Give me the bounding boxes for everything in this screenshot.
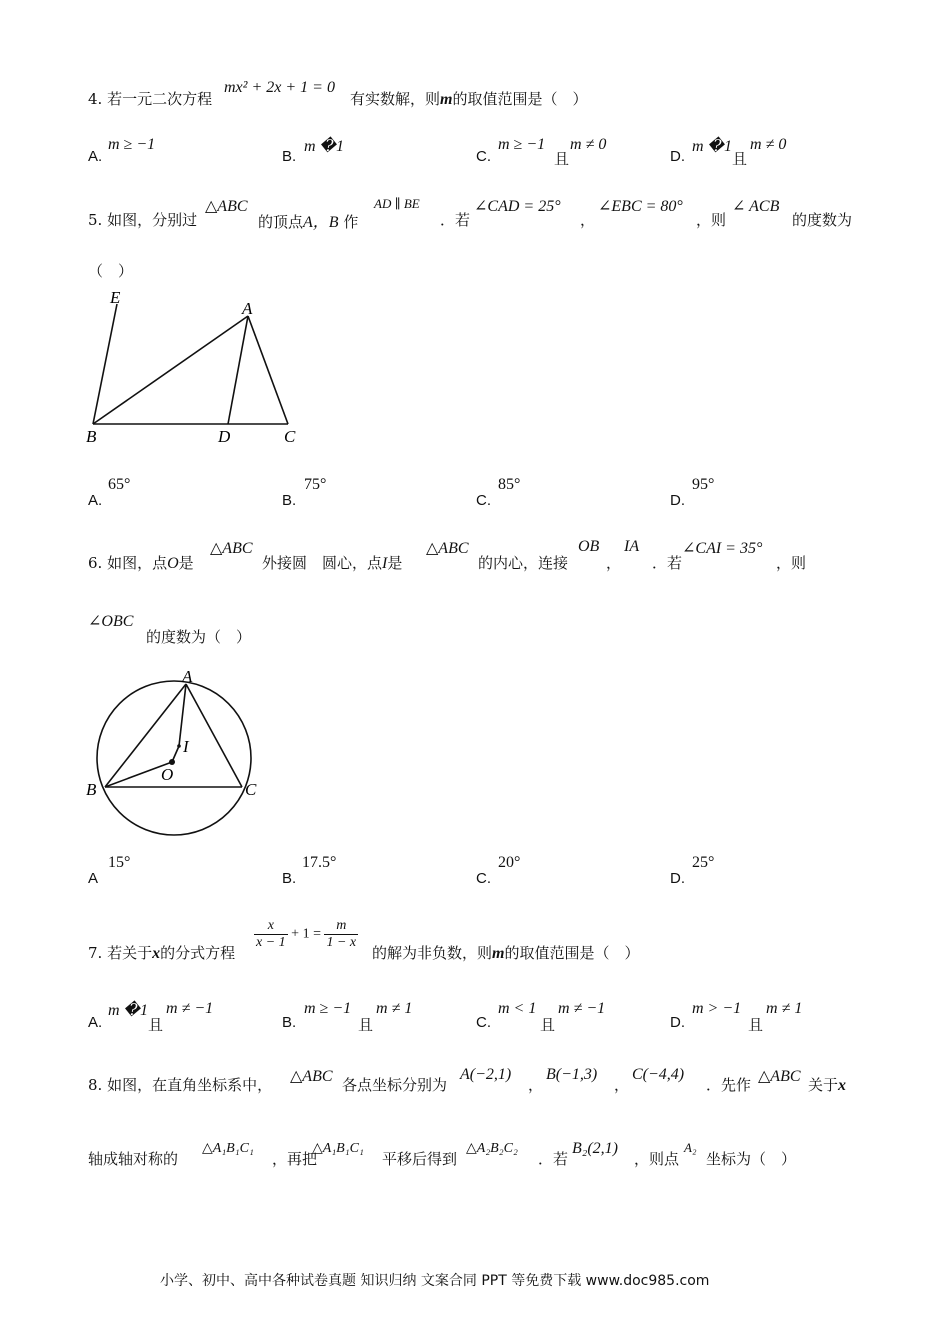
q4-text-b: 有实数解，则 — [350, 90, 441, 108]
q8-tri-a2: △A₂B₂C₂ — [466, 1141, 518, 1156]
q7-option-d-and: 且 — [748, 1016, 764, 1034]
q8-line2-d: ．若 — [538, 1150, 569, 1168]
q8-text-b: 各点坐标分别为 — [342, 1076, 448, 1094]
q7-plus: + 1 = — [291, 926, 321, 942]
q5-points: A，B — [303, 214, 339, 231]
q6-label-a: A — [182, 667, 193, 686]
q5-figure — [80, 286, 320, 448]
q7-stem-a — [88, 942, 235, 963]
q4-option-c-and: 且 — [554, 150, 570, 168]
q6-label-c: C — [245, 780, 257, 799]
q6-figure — [82, 666, 272, 842]
q6-option-d-value: 25° — [692, 854, 715, 871]
q6-option-c-value: 20° — [498, 854, 521, 871]
q4-option-c-math2: m ≠ 0 — [570, 136, 607, 153]
q8-x: x — [838, 1077, 847, 1094]
q4-option-c-math: m ≥ −1 — [498, 136, 546, 153]
q7-text-a: 若关于 — [107, 944, 153, 962]
q4-option-a-math: m ≥ −1 — [108, 136, 156, 153]
q5-option-a-value: 65° — [108, 476, 131, 493]
q8-point-a2: A₂ — [684, 1140, 697, 1155]
q8-comma1: ， — [528, 1076, 544, 1094]
q8-line2-f: 坐标为（ ） — [706, 1150, 797, 1168]
q7-option-c-letter[interactable]: C. — [476, 1014, 491, 1031]
q4-text-a: 若一元二次方程 — [107, 90, 213, 108]
q5-option-c-value: 85° — [498, 476, 521, 493]
q7-option-c-math: m < 1 — [498, 1000, 537, 1017]
q5-line-ba — [93, 316, 248, 424]
q6-angle-obc: ∠OBC — [88, 613, 134, 630]
q5-stem-b — [258, 209, 358, 232]
q5-text-f: 的度数为 — [792, 211, 853, 229]
q8-tri: △ABC — [290, 1068, 333, 1085]
q5-number: 5. — [88, 211, 103, 229]
q5-line-ac — [248, 316, 288, 424]
q6-comma: ， — [606, 554, 622, 572]
q4-var: m — [440, 91, 453, 108]
q4-stem — [88, 88, 212, 109]
q7-option-a-math2: m ≠ −1 — [166, 1000, 214, 1017]
q5-triangle: △ABC — [205, 198, 248, 215]
q6-label-i: I — [183, 737, 189, 756]
q4-option-d-math2: m ≠ 0 — [750, 136, 787, 153]
q6-option-b-value: 17.5° — [302, 854, 337, 871]
q7-option-b-math2: m ≠ 1 — [376, 1000, 413, 1017]
q8-line2-e: ，则点 — [634, 1150, 680, 1168]
q6-text-b: 是 — [178, 554, 194, 572]
q8-point-b: B(−1,3) — [546, 1066, 598, 1083]
q8-point-a: A(−2,1) — [460, 1066, 512, 1083]
q6-text-c: 外接圆 圆心，点 — [262, 554, 383, 572]
q5-label-d: D — [218, 427, 231, 446]
q5-line-be — [93, 304, 117, 424]
q7-option-a-letter[interactable]: A. — [88, 1014, 103, 1031]
q5-paren: （ ） — [88, 262, 134, 280]
q5-label-e: E — [110, 288, 121, 307]
q7-option-c-math2: m ≠ −1 — [558, 1000, 606, 1017]
q4-option-b-letter[interactable]: B. — [282, 148, 297, 165]
q5-option-b-value: 75° — [304, 476, 327, 493]
q5-label-a: A — [242, 299, 253, 318]
q4-option-b-math: m �1 — [304, 138, 344, 155]
page-footer: 小学、初中、高中各种试卷真题 知识归纳 文案合同 PPT 等免费下载 www.doc985.com — [160, 1273, 710, 1289]
q6-ob: OB — [578, 538, 600, 555]
q6-angle: ∠CAI = 35° — [682, 540, 763, 557]
q5-number-text — [88, 209, 197, 230]
q7-option-d-math2: m ≠ 1 — [766, 1000, 803, 1017]
q5-label-b: B — [86, 427, 97, 446]
q8-tri-a1: △A₁B₁C₁ — [202, 1141, 254, 1156]
q5-text-e: ，则 — [696, 211, 727, 229]
q6-number: 6. — [88, 554, 103, 572]
q6-stem-c — [262, 552, 402, 573]
q7-stem-c — [372, 942, 639, 963]
q7-frac1-num: x — [254, 918, 288, 935]
q6-text-d: 是 — [387, 554, 403, 572]
q6-text-a: 如图，点 — [107, 554, 168, 572]
q4-equation: mx² + 2x + 1 = 0 — [224, 79, 335, 96]
q7-x: x — [152, 945, 161, 962]
q5-text-d: ．若 — [440, 211, 471, 229]
q8-point-c: C(−4,4) — [632, 1066, 685, 1083]
q6-text-e: 的内心，连接 — [478, 554, 569, 572]
q5-angle1: ∠CAD = 25° — [474, 198, 561, 215]
q8-text-d: 关于 — [808, 1076, 839, 1094]
q6-text-h: 的度数为（ ） — [146, 628, 252, 646]
q6-line-ac — [186, 684, 242, 787]
q8-tri2: △ABC — [758, 1068, 801, 1085]
q7-option-b-and: 且 — [358, 1016, 374, 1034]
q5-option-a-letter[interactable]: A. — [88, 492, 103, 509]
q5-text-b: 的顶点 — [258, 213, 304, 231]
q7-option-b-letter[interactable]: B. — [282, 1014, 297, 1031]
q5-option-d-letter[interactable]: D. — [670, 492, 685, 509]
q7-option-a-and: 且 — [148, 1016, 164, 1034]
q8-line2-c: 平移后得到 — [382, 1150, 458, 1168]
q6-label-b: B — [86, 780, 97, 799]
q7-option-b-math: m ≥ −1 — [304, 1000, 352, 1017]
q7-frac1-den: x − 1 — [256, 935, 286, 950]
q6-o: O — [167, 555, 179, 572]
q5-line-ad — [228, 316, 248, 424]
q7-fraction-2 — [324, 918, 358, 951]
q5-text-a: 如图，分别过 — [107, 211, 198, 229]
q8-line2-a: 轴成轴对称的 — [88, 1150, 179, 1168]
q8-number: 8. — [88, 1076, 103, 1094]
q8-line2-b: ，再把 — [272, 1150, 318, 1168]
q6-ia: IA — [624, 538, 640, 555]
q5-option-d-value: 95° — [692, 476, 715, 493]
q8-text-c: ．先作 — [706, 1076, 752, 1094]
q7-frac2-num: m — [324, 918, 358, 935]
q7-option-a-math: m �1 — [108, 1002, 148, 1019]
q6-text-g: ，则 — [776, 554, 807, 572]
q4-text-c: 的取值范围是（ ） — [452, 90, 588, 108]
q8-stem-d — [808, 1074, 846, 1095]
q6-i: I — [382, 555, 388, 572]
q4-stem-b — [350, 88, 587, 109]
q7-fraction-1 — [254, 918, 288, 951]
q7-text-b: 的分式方程 — [160, 944, 236, 962]
q5-angle3: ∠ ACB — [732, 198, 780, 215]
q6-label-o: O — [161, 765, 174, 784]
q5-parallel: AD ∥ BE — [374, 196, 420, 211]
q6-point-i — [177, 744, 181, 748]
q4-option-d-letter[interactable]: D. — [670, 148, 685, 165]
q8-comma2: ， — [614, 1076, 630, 1094]
q5-option-b-letter[interactable]: B. — [282, 492, 297, 509]
q4-number: 4. — [88, 90, 103, 108]
q5-text-c: 作 — [343, 213, 359, 231]
q5-label-c: C — [284, 427, 296, 446]
q8-point-b2: B₂(2,1) — [572, 1140, 618, 1157]
q6-text-f: ．若 — [652, 554, 683, 572]
q6-option-d-letter[interactable]: D. — [670, 870, 685, 887]
q7-frac2-den: 1 − x — [326, 935, 357, 950]
q7-text-d: 的取值范围是（ ） — [504, 944, 640, 962]
q4-option-d-and: 且 — [732, 150, 748, 168]
q6-option-a-letter[interactable]: A — [88, 870, 99, 887]
q5-option-c-letter[interactable]: C. — [476, 492, 491, 509]
q4-option-a-letter[interactable]: A. — [88, 148, 103, 165]
q7-text-c: 的解为非负数，则 — [372, 944, 493, 962]
q4-option-d-math: m �1 — [692, 138, 732, 155]
q6-option-c-letter[interactable]: C. — [476, 870, 491, 887]
q7-option-d-math: m > −1 — [692, 1000, 742, 1017]
q7-option-d-letter[interactable]: D. — [670, 1014, 685, 1031]
q7-m: m — [492, 945, 505, 962]
q7-option-c-and: 且 — [540, 1016, 556, 1034]
q5-comma1: ， — [580, 211, 596, 229]
q8-text-a: 如图，在直角坐标系中， — [107, 1076, 273, 1094]
q7-number: 7. — [88, 944, 103, 962]
q4-option-c-letter[interactable]: C. — [476, 148, 491, 165]
q8-stem-a — [88, 1074, 272, 1095]
q6-option-a-value: 15° — [108, 854, 131, 871]
q5-angle2: ∠EBC = 80° — [598, 198, 683, 215]
q6-tri1: △ABC — [210, 540, 253, 557]
q6-option-b-letter[interactable]: B. — [282, 870, 297, 887]
q6-tri2: △ABC — [426, 540, 469, 557]
q8-tri-a1b: △A₁B₁C₁ — [312, 1141, 364, 1156]
q7-equation — [254, 918, 358, 951]
q6-stem-a — [88, 552, 194, 573]
